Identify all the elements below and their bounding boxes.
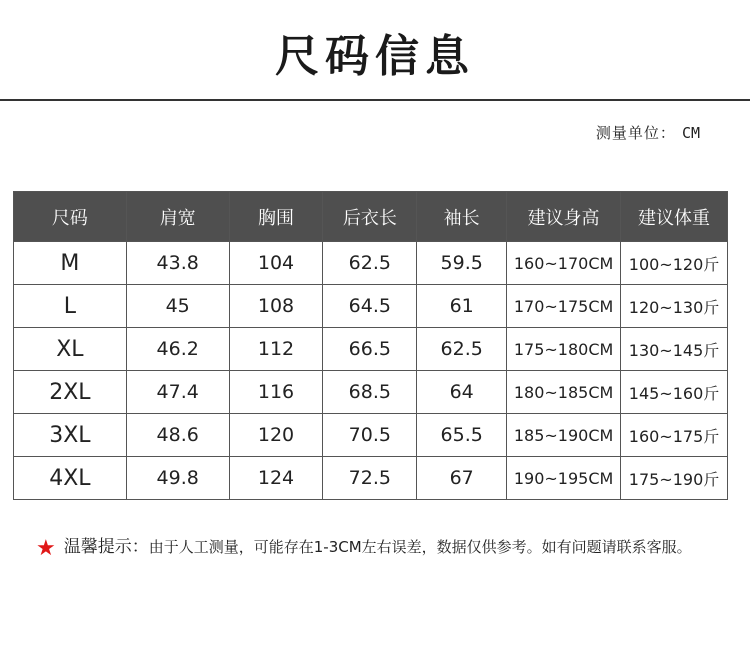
cell-shoulder: 43.8 (126, 242, 229, 285)
cell-weight: 130~145斤 (621, 328, 728, 371)
cell-chest: 112 (229, 328, 323, 371)
cell-shoulder: 47.4 (126, 371, 229, 414)
cell-height: 180~185CM (507, 371, 621, 414)
cell-size: 3XL (14, 414, 127, 457)
cell-back-length: 64.5 (323, 285, 417, 328)
cell-weight: 160~175斤 (621, 414, 728, 457)
unit-label: 测量单位： (595, 124, 676, 142)
notice-text: 由于人工测量，可能存在1-3CM左右误差，数据仅供参考。如有问题请联系客服。 (148, 538, 692, 556)
cell-size: 2XL (14, 371, 127, 414)
cell-weight: 145~160斤 (621, 371, 728, 414)
cell-height: 170~175CM (507, 285, 621, 328)
cell-back-length: 70.5 (323, 414, 417, 457)
cell-back-length: 66.5 (323, 328, 417, 371)
cell-shoulder: 46.2 (126, 328, 229, 371)
cell-back-length: 68.5 (323, 371, 417, 414)
table-row (14, 242, 728, 285)
header-size: 尺码 (14, 192, 127, 242)
cell-size: L (14, 285, 127, 328)
header-shoulder: 肩宽 (126, 192, 229, 242)
header-sleeve: 袖长 (417, 192, 507, 242)
notice-lead: 温馨提示： (63, 537, 149, 557)
cell-shoulder: 45 (126, 285, 229, 328)
cell-sleeve: 64 (417, 371, 507, 414)
cell-back-length: 72.5 (323, 457, 417, 500)
size-notice (36, 532, 692, 561)
cell-size: XL (14, 328, 127, 371)
header-back-length: 后衣长 (323, 192, 417, 242)
cell-chest: 108 (229, 285, 323, 328)
size-table (13, 191, 728, 500)
table-row (14, 457, 728, 500)
measurement-unit (596, 122, 700, 143)
cell-size: 4XL (14, 457, 127, 500)
cell-height: 160~170CM (507, 242, 621, 285)
cell-chest: 116 (229, 371, 323, 414)
unit-value: CM (681, 124, 700, 142)
table-row (14, 328, 728, 371)
page-title: 尺码信息 (275, 31, 475, 82)
table-row (14, 371, 728, 414)
header-weight: 建议体重 (621, 192, 728, 242)
star-icon: ★ (36, 536, 56, 561)
cell-size: M (14, 242, 127, 285)
cell-shoulder: 49.8 (126, 457, 229, 500)
cell-shoulder: 48.6 (126, 414, 229, 457)
cell-sleeve: 65.5 (417, 414, 507, 457)
header-chest: 胸围 (229, 192, 323, 242)
cell-sleeve: 61 (417, 285, 507, 328)
title-divider (0, 99, 750, 101)
cell-height: 185~190CM (507, 414, 621, 457)
cell-chest: 104 (229, 242, 323, 285)
cell-chest: 124 (229, 457, 323, 500)
cell-weight: 175~190斤 (621, 457, 728, 500)
cell-sleeve: 59.5 (417, 242, 507, 285)
cell-sleeve: 67 (417, 457, 507, 500)
header-height: 建议身高 (507, 192, 621, 242)
cell-weight: 120~130斤 (621, 285, 728, 328)
cell-back-length: 62.5 (323, 242, 417, 285)
cell-sleeve: 62.5 (417, 328, 507, 371)
table-row (14, 285, 728, 328)
table-row (14, 414, 728, 457)
table-header-row (14, 192, 728, 242)
cell-height: 190~195CM (507, 457, 621, 500)
cell-weight: 100~120斤 (621, 242, 728, 285)
cell-chest: 120 (229, 414, 323, 457)
cell-height: 175~180CM (507, 328, 621, 371)
